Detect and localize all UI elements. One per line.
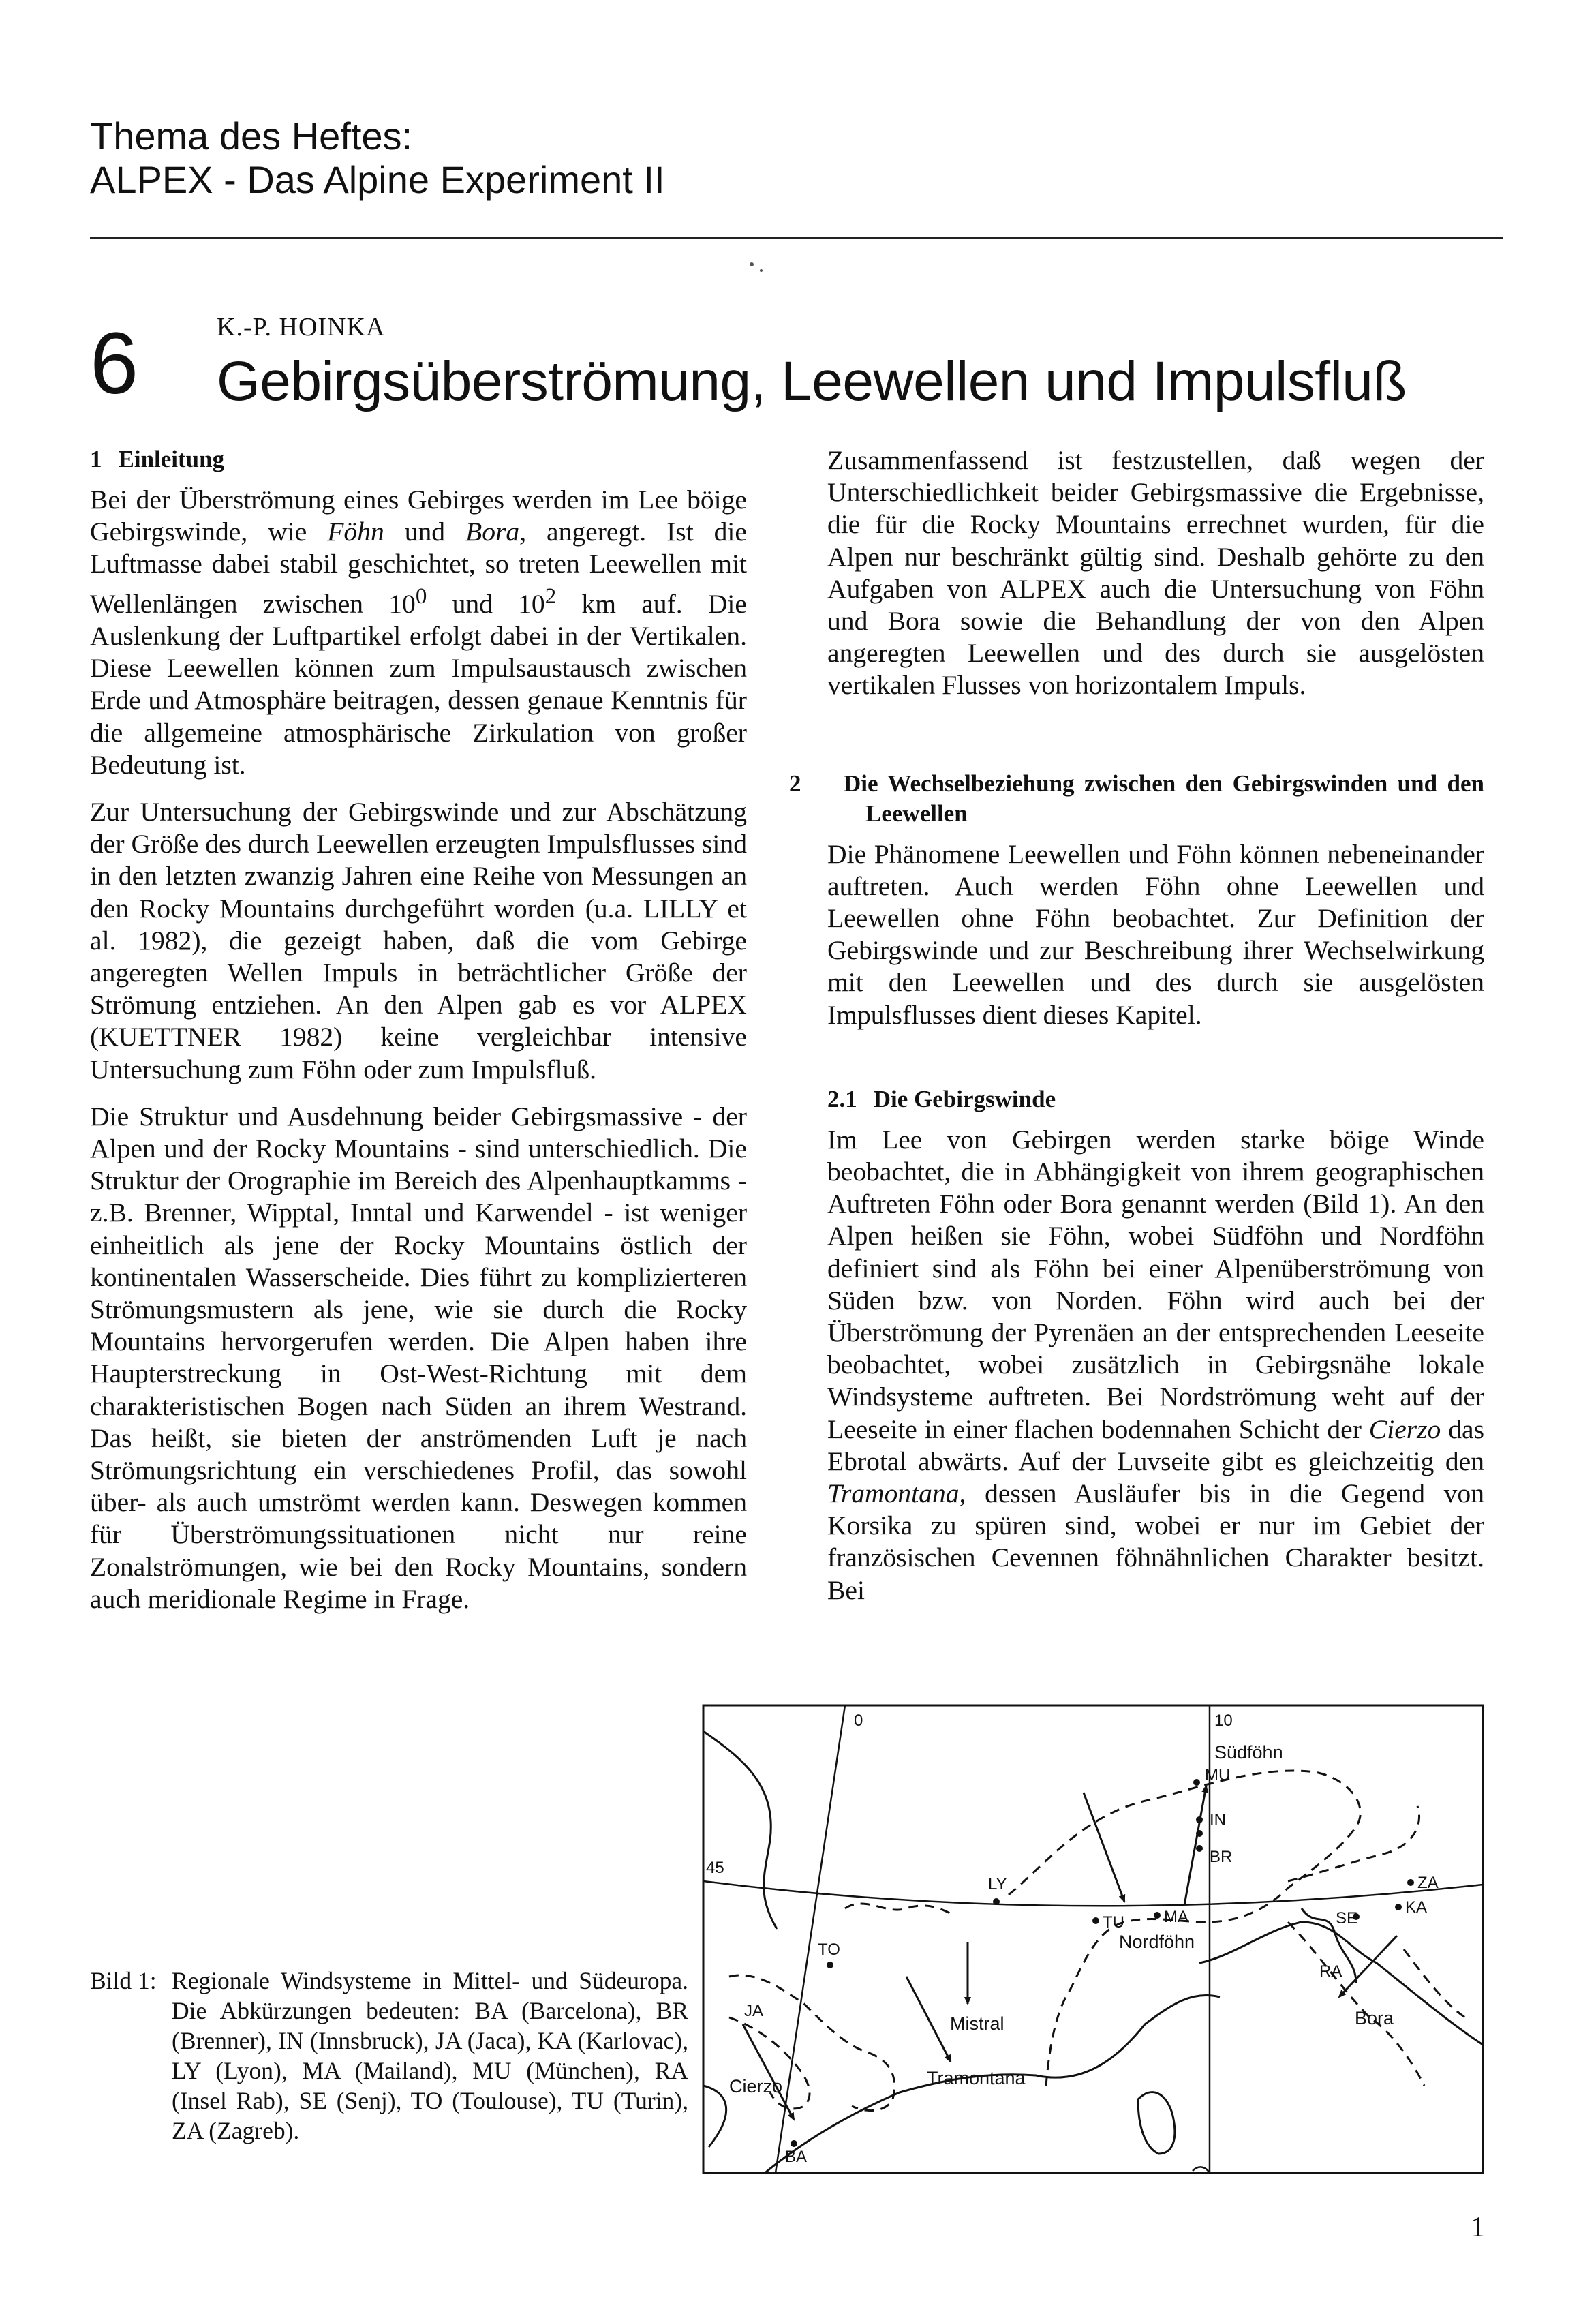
station-dot-tu: [1092, 1917, 1099, 1924]
section-2-paragraph-1: Die Phänomene Leewellen und Föhn können nebeneinander auftreten. Auch werden Föhn ohne Leewellen und Leewellen ohne Föhn beobachtet. Zur Definition der Gebirgswinde und zur Beschreibung ihrer Wechselwirkung mit den Leewellen und des durch sie ausgelösten Impulsflusses dient dieses Kapitel.: [827, 838, 1484, 1030]
header-rule: [90, 237, 1503, 239]
text-run: angeregt. Ist die Luftmasse dabei stabil geschichtet, so treten Leewellen mit Wellenlängen zwischen 10: [90, 517, 747, 619]
section-1-title: Einleitung: [118, 446, 225, 472]
scan-speck: [760, 269, 763, 272]
section-1-paragraph-4: Zusammenfassend ist festzustellen, daß wegen der Unterschiedlichkeit beider Gebirgsmassive die Ergebnisse, die für die Rocky Mountains errechnet wurden, für die Alpen nur beschränkt gültig sind. Deshalb gehörte zu den Aufgaben von ALPEX auch die Untersuchung von Föhn und Bora sowie die Behandlung der von den Alpen angeregten Leewellen und des durch sie ausgelösten vertikalen Flusses von horizontalem Impuls.: [827, 445, 1484, 701]
arrow-bora: [1339, 1936, 1397, 1997]
term-foehn: Föhn: [327, 517, 384, 547]
exponent: 2: [544, 583, 557, 609]
label-to: TO: [818, 1940, 840, 1959]
spacer: [827, 717, 1484, 769]
article-title: Gebirgsüberströmung, Leewellen und Impulsfluß: [217, 350, 1407, 412]
arrow-suedfoehn: [1184, 1786, 1206, 1905]
station-dot-in: [1196, 1816, 1203, 1823]
section-2-1-paragraph-1: [827, 1124, 1484, 1606]
label-se: SE: [1336, 1909, 1358, 1928]
right-column: [789, 444, 1484, 1621]
label-nordfoehn: Nordföhn: [1119, 1932, 1195, 1952]
label-lon0: 0: [854, 1711, 863, 1730]
term-cierzo: Cierzo: [1368, 1414, 1441, 1444]
station-dot-ly: [993, 1898, 1000, 1905]
coastline-atlantic: [703, 1731, 777, 1929]
chapter-number: 6: [90, 315, 139, 412]
station-dot-in-2: [1196, 1830, 1203, 1837]
label-in: IN: [1210, 1811, 1226, 1829]
station-dot-ka: [1395, 1904, 1402, 1910]
label-lon10: 10: [1214, 1711, 1233, 1730]
left-column: [90, 444, 747, 1630]
station-dot-ma: [1154, 1912, 1161, 1919]
section-2-1-heading: [827, 1084, 1484, 1114]
alps-east-outline: [1288, 1806, 1419, 1881]
figure-caption-text: Regionale Windsysteme in Mittel- und Südeuropa. Die Abkürzungen bedeuten: BA (Barcelona), BR (Brenner), IN (Innsbruck), JA (Jaca), KA (Karlovac), LY (Lyon), MA (Mailand), MU (München), RA (Insel Rab), SE (Senj), TO (Toulouse), TU (Turin), ZA (Zagreb).: [172, 1967, 688, 2144]
issue-title: [90, 115, 665, 202]
label-ja: JA: [744, 2002, 764, 2020]
text-run: und: [384, 517, 466, 547]
parallel-45: [703, 1881, 1483, 1906]
dinaric-outline: [1288, 1922, 1424, 2086]
label-ka: KA: [1405, 1898, 1428, 1917]
text-run: km auf. Die Auslenkung der Luftpartikel erfolgt dabei in der Vertikalen. Diese Leewellen können zum Impulsaustausch zwischen Erde und Atmosphäre beitragen, dessen genaue Kenntnis für die allgemeine atmosphärische Zirkulation von großer Bedeutung ist.: [90, 588, 747, 780]
alps-outline: [1009, 1771, 1360, 2086]
section-2-heading: 2 Die Wechselbeziehung zwischen den Gebirgswinden und den Leewellen: [789, 770, 1484, 827]
station-dot-mu: [1193, 1779, 1200, 1786]
exponent: 0: [415, 583, 427, 609]
section-1-paragraph-3: Die Struktur und Ausdehnung beider Gebirgsmassive - der Alpen und der Rocky Mountains - sind unterschiedlich. Die Struktur der Orographie im Bereich des Alpenhauptkamms - z.B. Brenner, Wipptal, Inntal und Karwendel - ist weniger einheitlich als jene der Rocky Mountains östlich der kontinentalen Wasserscheide. Dies führt zu komplizierteren Strömungsmustern als jene, wie sie durch die Rocky Mountains hervorgerufen werden. Die Alpen haben ihre Haupterstreckung in Ost-West-Richtung mit dem charakteristischen Bogen nach Süden an ihrem Westrand. Das heißt, sie bieten der anströmenden Luft je nach Strömungsrichtung ein verschiedenes Profil, das sowohl über- als auch umströmt werden kann. Deswegen kommen für Überströmungssituationen nicht nur reine Zonalströmungen, wie bei den Rocky Mountains, sondern auch meridionale Regime in Frage.: [90, 1101, 747, 1614]
label-mu: MU: [1205, 1766, 1231, 1784]
text-run: und 10: [427, 588, 545, 619]
arrow-tramontana: [906, 1977, 951, 2062]
label-mistral: Mistral: [950, 2013, 1004, 2034]
label-tu: TU: [1103, 1913, 1124, 1932]
label-za: ZA: [1417, 1874, 1439, 1892]
massif-central-outline: [845, 1904, 954, 1915]
spacer: [827, 1046, 1484, 1084]
label-ba: BA: [785, 2148, 808, 2166]
station-dot-za: [1407, 1879, 1414, 1886]
text-run: Bei der Überströmung eines Gebirges werden im Lee böige Gebirgswinde, wie: [90, 485, 747, 547]
issue-title-line2: ALPEX - Das Alpine Experiment II: [90, 158, 665, 201]
text-run: das Ebrotal abwärts. Auf der Luvseite gibt es gleichzeitig den: [827, 1414, 1484, 1476]
station-dot-to: [827, 1962, 833, 1968]
article-author: K.-P. HOINKA: [217, 313, 386, 341]
station-dot-ba: [791, 2140, 797, 2147]
label-ma: MA: [1164, 1908, 1188, 1926]
label-ly: LY: [988, 1875, 1007, 1893]
label-suedfoehn: Südföhn: [1214, 1742, 1283, 1763]
label-bora: Bora: [1355, 2008, 1394, 2028]
map-frame: [703, 1705, 1483, 2173]
label-br: BR: [1210, 1848, 1233, 1866]
coastline-adriatic: [1199, 1922, 1483, 2045]
station-dot-br: [1196, 1845, 1203, 1852]
page-number: 1: [1471, 2212, 1485, 2243]
label-cierzo: Cierzo: [729, 2076, 783, 2097]
island-corsica-sardinia: [1138, 2092, 1175, 2154]
section-2-1-title: Die Gebirgswinde: [873, 1085, 1056, 1112]
figure-caption-label: Bild 1:: [90, 1967, 157, 1994]
text-run: Im Lee von Gebirgen werden starke böige Winde beobachtet, die in Abhängigkeit von ihrem geographischen Auftreten Föhn oder Bora genannt werden (Bild 1). An den Alpen heißen sie Föhn, wobei Südföhn und Nordföhn definiert sind als Föhn bei einer Alpenüberströmung von Süden bzw. von Norden. Föhn wird auch bei der Überströmung der Pyrenäen an der entsprechenden Leeseite beobachtet, wobei zusätzlich in Gebirgsnähe lokale Windsysteme auftreten. Bei Nordströmung weht auf der Leeseite in einer flachen bodennahen Schicht der: [827, 1124, 1484, 1444]
label-ra: RA: [1319, 1962, 1342, 1981]
section-1-paragraph-2: Zur Untersuchung der Gebirgswinde und zur Abschätzung der Größe des durch Leewellen erzeugten Impulsflusses sind in den letzten zwanzig Jahren eine Reihe von Messungen an den Rocky Mountains durchgeführt worden (u.a. LILLY et al. 1982), die gezeigt haben, daß die vom Gebirge angeregten Wellen Impuls in beträchtlicher Größe der Strömung entziehen. An den Alpen gab es vor ALPEX (KUETTNER 1982) keine vergleichbar intensive Untersuchung zum Föhn oder zum Impulsfluß.: [90, 797, 747, 1084]
section-1-paragraph-1: [90, 484, 747, 781]
arrow-cierzo: [743, 2024, 794, 2120]
scan-speck: [750, 262, 754, 266]
term-bora: Bora,: [465, 517, 527, 547]
section-1-number: 1: [90, 446, 102, 472]
dinaric-outline-2: [1404, 1949, 1465, 2017]
label-lat45: 45: [706, 1859, 724, 1877]
issue-title-line1: Thema des Heftes:: [90, 115, 413, 157]
label-tramontana: Tramontana: [927, 2068, 1026, 2088]
coastline-iberia-west: [703, 2086, 726, 2147]
wind-systems-map: [702, 1704, 1484, 2174]
term-tramontana: Tramontana,: [827, 1478, 966, 1509]
section-2-1-number: 2.1: [827, 1085, 857, 1112]
section-1-heading: [90, 444, 747, 474]
section-2-title: Die Wechselbeziehung zwischen den Gebirgswinden und den Leewellen: [844, 770, 1484, 827]
text-run: dessen Ausläufer bis in die Gegend von Korsika zu spüren sind, wobei er nur im Gebiet der französischen Cevennen föhnähnlichen Charakter besitzt. Bei: [827, 1478, 1484, 1605]
